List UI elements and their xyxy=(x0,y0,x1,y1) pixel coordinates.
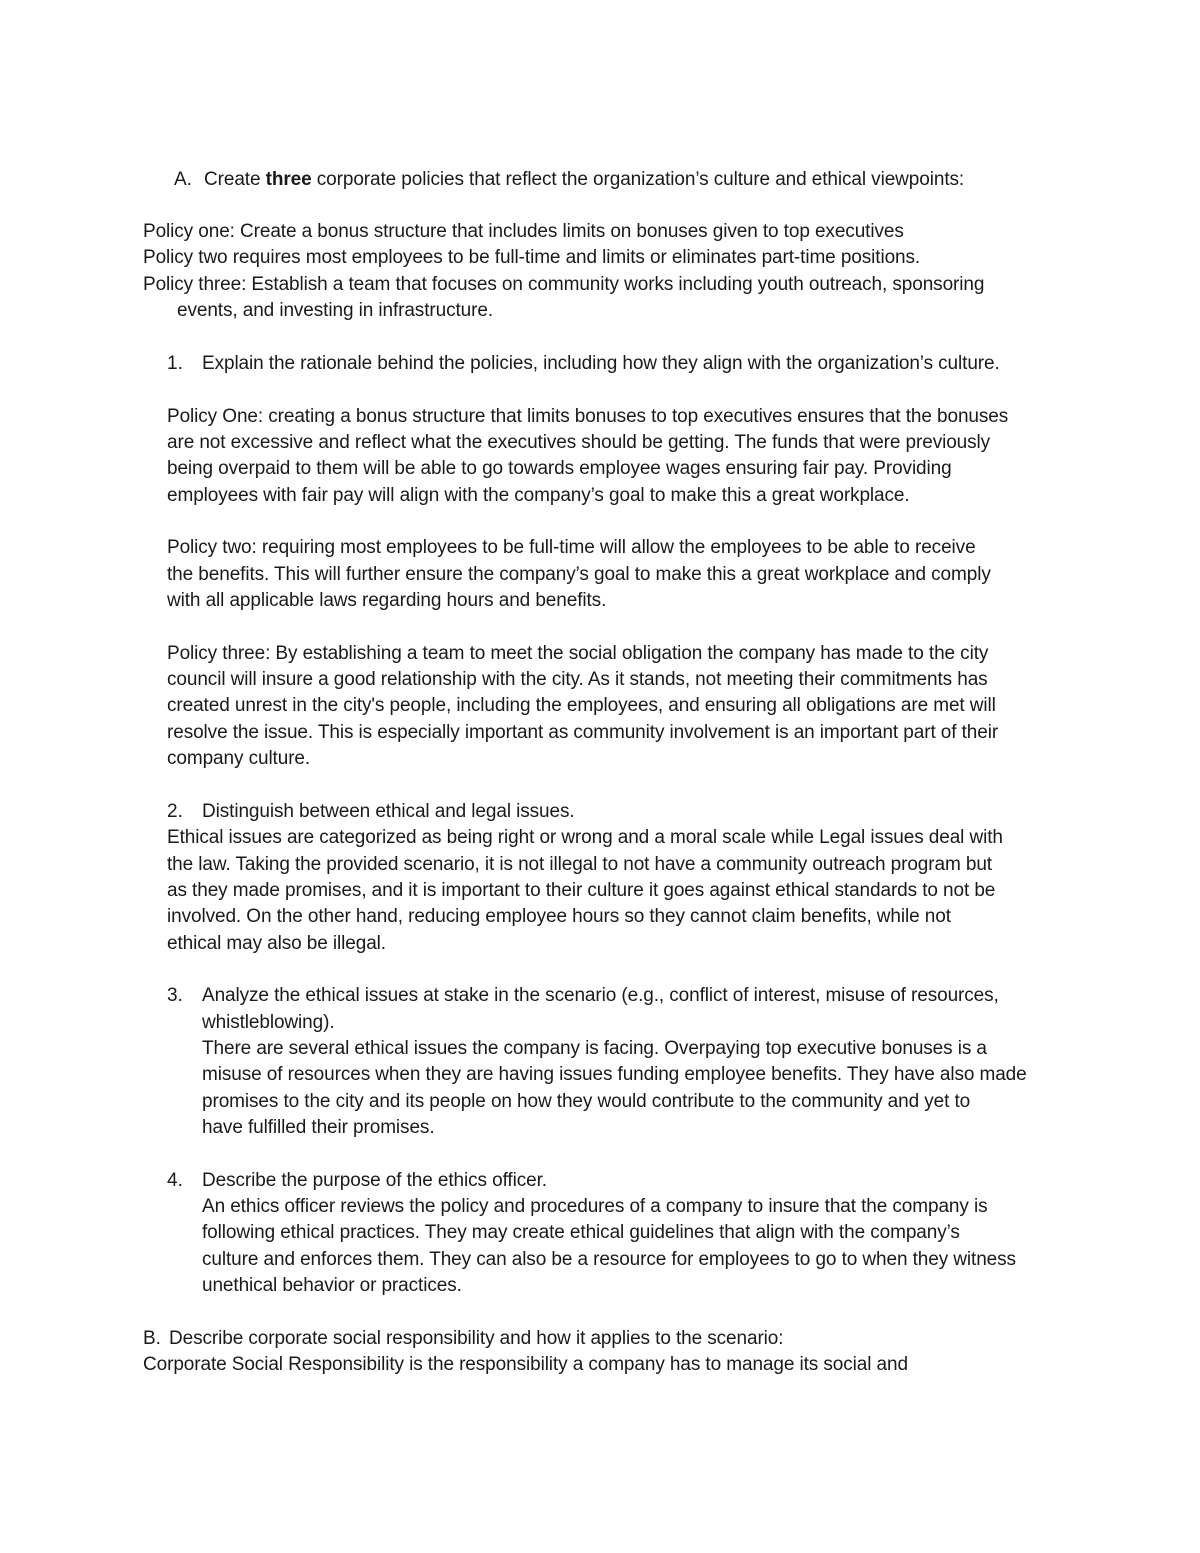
q2-answer-line-1: Ethical issues are categorized as being right or wrong and a moral scale while Legal issues deal with xyxy=(167,827,1003,848)
q2-answer-line-5: ethical may also be illegal. xyxy=(167,933,386,954)
q1-marker: 1. xyxy=(167,353,183,374)
q2-prompt: Distinguish between ethical and legal issues. xyxy=(202,801,575,822)
q3-prompt-line-2: whistleblowing). xyxy=(202,1012,335,1033)
q1-p1-line-1: Policy One: creating a bonus structure that limits bonuses to top executives ensures that the bonuses xyxy=(167,406,1009,427)
policy-two-line: Policy two requires most employees to be full-time and limits or eliminates part-time positions. xyxy=(143,247,921,268)
policy-three-line-1: Policy three: Establish a team that focuses on community works including youth outreach, sponsoring xyxy=(143,274,985,295)
q4-answer-line-2: following ethical practices. They may create ethical guidelines that align with the company’s xyxy=(202,1222,960,1243)
q2-answer-line-3: as they made promises, and it is important to their culture it goes against ethical standards to not be xyxy=(167,880,996,901)
section-b-heading: Describe corporate social responsibility and how it applies to the scenario: xyxy=(169,1328,784,1349)
q3-answer-line-3: promises to the city and its people on how they would contribute to the community and yet to xyxy=(202,1091,971,1112)
section-a-marker: A. xyxy=(174,169,192,190)
policy-one-line: Policy one: Create a bonus structure that includes limits on bonuses given to top executives xyxy=(143,221,904,242)
q1-p3-line-2: council will insure a good relationship with the city. As it stands, not meeting their commitments has xyxy=(167,669,988,690)
q4-prompt: Describe the purpose of the ethics officer. xyxy=(202,1170,547,1191)
q3-marker: 3. xyxy=(167,985,183,1006)
q4-answer-line-4: unethical behavior or practices. xyxy=(202,1275,462,1296)
q2-marker: 2. xyxy=(167,801,183,822)
section-a-text-after: corporate policies that reflect the organization’s culture and ethical viewpoints: xyxy=(311,169,965,190)
q3-answer-line-2: misuse of resources when they are having issues funding employee benefits. They have also made xyxy=(202,1064,1027,1085)
section-b-marker: B. xyxy=(143,1328,161,1349)
q1-p2-line-1: Policy two: requiring most employees to be full-time will allow the employees to be able to receive xyxy=(167,537,976,558)
q4-answer-line-1: An ethics officer reviews the policy and procedures of a company to insure that the company is xyxy=(202,1196,988,1217)
section-a-heading xyxy=(204,167,964,193)
q1-p3-line-4: resolve the issue. This is especially important as community involvement is an important part of their xyxy=(167,722,999,743)
q1-p2-line-3: with all applicable laws regarding hours and benefits. xyxy=(167,590,607,611)
q1-p3-line-3: created unrest in the city's people, including the employees, and ensuring all obligations are met will xyxy=(167,695,996,716)
q3-answer-line-4: have fulfilled their promises. xyxy=(202,1117,435,1138)
q2-answer-line-4: involved. On the other hand, reducing employee hours so they cannot claim benefits, while not xyxy=(167,906,951,927)
q1-prompt: Explain the rationale behind the policies, including how they align with the organization’s culture. xyxy=(202,353,1000,374)
q4-marker: 4. xyxy=(167,1170,183,1191)
q1-p1-line-4: employees with fair pay will align with the company’s goal to make this a great workplace. xyxy=(167,485,910,506)
q1-p1-line-3: being overpaid to them will be able to go towards employee wages ensuring fair pay. Providing xyxy=(167,458,952,479)
q1-p2-line-2: the benefits. This will further ensure the company’s goal to make this a great workplace and comply xyxy=(167,564,991,585)
q1-p3-line-5: company culture. xyxy=(167,748,311,769)
q2-answer-line-2: the law. Taking the provided scenario, it is not illegal to not have a community outreach program but xyxy=(167,854,992,875)
q3-prompt-line-1: Analyze the ethical issues at stake in the scenario (e.g., conflict of interest, misuse of resources, xyxy=(202,985,999,1006)
section-a-text-before: Create xyxy=(204,169,266,190)
q4-answer-line-3: culture and enforces them. They can also be a resource for employees to go to when they witness xyxy=(202,1249,1016,1270)
section-b-answer-line-1: Corporate Social Responsibility is the responsibility a company has to manage its social and xyxy=(143,1354,908,1375)
q3-answer-line-1: There are several ethical issues the company is facing. Overpaying top executive bonuses is a xyxy=(202,1038,987,1059)
q1-p3-line-1: Policy three: By establishing a team to meet the social obligation the company has made to the city xyxy=(167,643,989,664)
section-a-text-bold: three xyxy=(265,169,312,190)
policy-three-line-2: events, and investing in infrastructure. xyxy=(177,300,494,321)
q1-p1-line-2: are not excessive and reflect what the executives should be getting. The funds that were previously xyxy=(167,432,991,453)
